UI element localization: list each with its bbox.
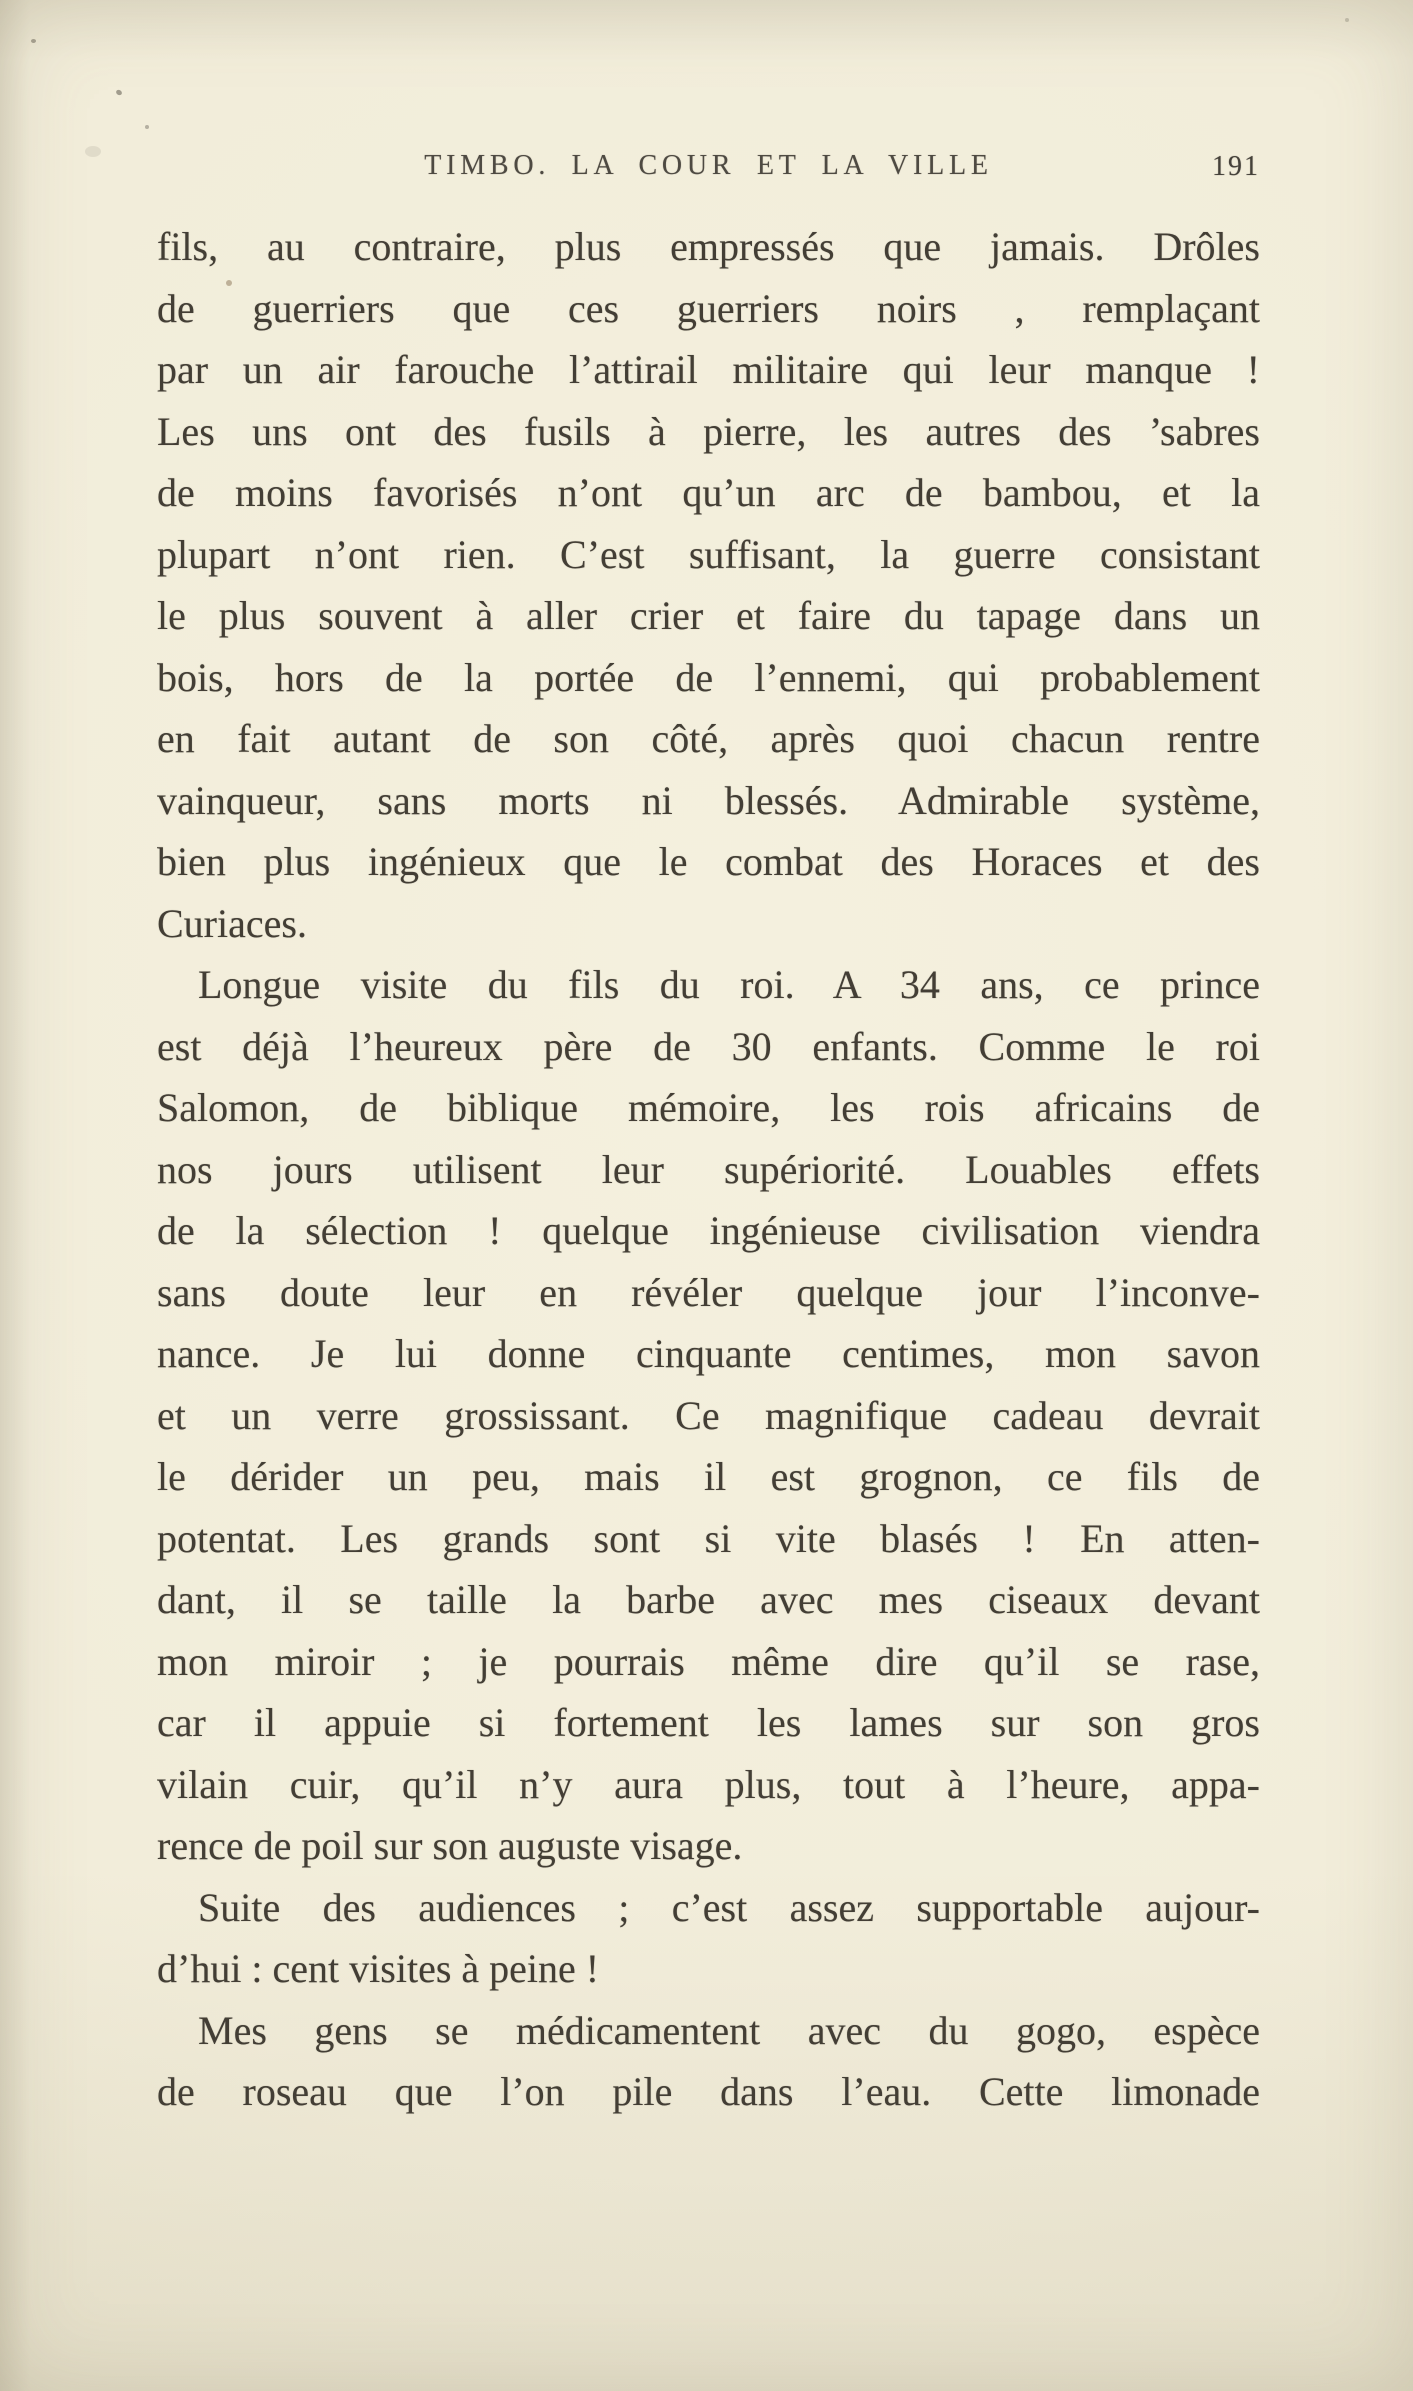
text-line: vilain cuir, qu’il n’y aura plus, tout à l’heure, appa- — [157, 1761, 1260, 1807]
text-line: Longue visite du fils du roi. A 34 ans, ce prince — [198, 962, 1260, 1007]
text-line: de roseau que l’on pile dans l’eau. Cette limonade — [157, 2069, 1260, 2114]
text-line: fils, au contraire, plus empressés que jamais. Drôles — [157, 224, 1260, 269]
text-line: nos jours utilisent leur supériorité. Louables effets — [157, 1146, 1260, 1192]
text-line: nance. Je lui donne cinquante centimes, mon savon — [157, 1331, 1260, 1376]
body-text — [157, 216, 1260, 2123]
text-line: Salomon, de biblique mémoire, les rois africains de — [157, 1085, 1260, 1130]
paper-speck — [145, 125, 149, 129]
text-line: par un air farouche l’attirail militaire qui leur manque ! — [157, 347, 1260, 392]
text-line: rence de poil sur son auguste visage. — [157, 1823, 743, 1868]
text-line: dant, il se taille la barbe avec mes ciseaux devant — [157, 1577, 1260, 1622]
running-title: TIMBO. LA COUR ET LA VILLE — [424, 150, 993, 181]
text-line: mon miroir ; je pourrais même dire qu’il se rase, — [157, 1638, 1260, 1684]
text-line: Mes gens se médicamentent avec du gogo, espèce — [198, 2007, 1260, 2053]
text-line: en fait autant de son côté, après quoi chacun rentre — [157, 716, 1260, 761]
text-line: vainqueur, sans morts ni blessés. Admirable système, — [157, 777, 1260, 823]
page-number: 191 — [1212, 151, 1260, 182]
paper-speck — [1345, 18, 1349, 22]
text-line: potentat. Les grands sont si vite blasés ! En atten- — [157, 1515, 1260, 1561]
text-line: et un verre grossissant. Ce magnifique cadeau devrait — [157, 1392, 1260, 1438]
text-line: Suite des audiences ; c’est assez supportable aujour- — [198, 1884, 1260, 1930]
text-line: bien plus ingénieux que le combat des Horaces et des — [157, 839, 1260, 884]
text-line: Curiaces. — [157, 900, 307, 946]
paper-speck — [226, 280, 232, 286]
paper-speck — [85, 146, 101, 157]
paper-speck — [115, 89, 123, 97]
text-line: le dérider un peu, mais il est grognon, ce fils de — [157, 1454, 1260, 1499]
text-line: bois, hors de la portée de l’ennemi, qui probablement — [157, 654, 1260, 700]
text-line: car il appuie si fortement les lames sur son gros — [157, 1700, 1260, 1745]
text-line: d’hui : cent visites à peine ! — [157, 1946, 600, 1991]
text-line: est déjà l’heureux père de 30 enfants. Comme le roi — [157, 1023, 1260, 1069]
text-line: de moins favorisés n’ont qu’un arc de bambou, et la — [157, 470, 1260, 515]
text-line: sans doute leur en révéler quelque jour l’inconve- — [157, 1269, 1260, 1315]
text-line: plupart n’ont rien. C’est suffisant, la guerre consistant — [157, 531, 1260, 577]
paper-speck — [31, 39, 36, 43]
running-header — [157, 150, 1260, 190]
text-line: Les uns ont des fusils à pierre, les autres des ’sabres — [157, 408, 1260, 454]
text-line: de guerriers que ces guerriers noirs , remplaçant — [157, 285, 1260, 331]
text-line: le plus souvent à aller crier et faire du tapage dans un — [157, 593, 1260, 638]
text-line: de la sélection ! quelque ingénieuse civilisation viendra — [157, 1208, 1260, 1253]
